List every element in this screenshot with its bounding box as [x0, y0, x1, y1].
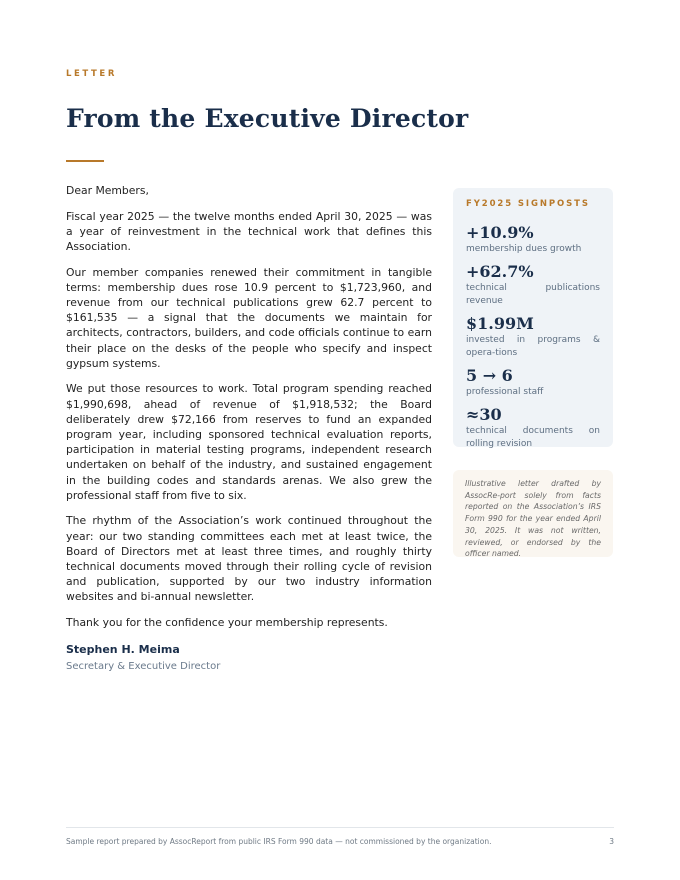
signpost-label: technical documents on rolling revision — [466, 426, 600, 449]
signpost-value: +10.9% — [466, 223, 534, 242]
signpost-label: technical publications revenue — [466, 283, 600, 306]
signature-role: Secretary & Executive Director — [66, 661, 221, 673]
signpost-value: 5 → 6 — [466, 366, 513, 385]
disclaimer-note: Illustrative letter drafted by AssocRe-port solely from facts reported on the Association’s IRS Form 990 for the year ended April 30, 2025. It was not written, reviewed, or endorsed by the officer named. — [453, 470, 613, 557]
letter-paragraph: Fiscal year 2025 — the twelve months ended April 30, 2025 — was a year of reinvestment in the technical work that defines this Association. — [66, 209, 432, 253]
signposts-panel — [453, 188, 613, 447]
signature-name: Stephen H. Meima — [66, 643, 180, 657]
signpost-item — [466, 223, 600, 256]
signpost-value: ≈30 — [466, 405, 502, 424]
page-title: From the Executive Director — [66, 104, 469, 133]
signpost-item — [466, 366, 600, 399]
section-eyebrow: LETTER — [66, 69, 117, 79]
signpost-value: +62.7% — [466, 262, 534, 281]
letter-greeting: Dear Members, — [66, 184, 149, 197]
signposts-title: FY2025 SIGNPOSTS — [466, 199, 590, 209]
footer-text: Sample report prepared by AssocReport from public IRS Form 990 data — not commissioned by the organization. — [66, 837, 492, 846]
signpost-label: membership dues growth — [466, 244, 582, 254]
letter-paragraph: We put those resources to work. Total program spending reached $1,990,698, ahead of revenue of $1,918,532; the Board deliberately drew $72,166 from reserves to fund an expanded program year, including sponsored technical evaluation reports, participation in material testing programs, independent research undertaken on behalf of the industry, and sustained engagement in the building codes and standards arenas. We also grew the professional staff from five to six. — [66, 382, 432, 502]
letter-paragraph: Our member companies renewed their commitment in tangible terms: membership dues rose 10.9 percent to $1,723,960, and revenue from our technical publications grew 62.7 percent to $161,535 — a signal that the documents we maintain for architects, contractors, builders, and code officials continue to earn their place on the desks of the people who specify and inspect gypsum systems. — [66, 265, 432, 370]
signpost-label: professional staff — [466, 387, 544, 397]
signpost-label: invested in programs & opera-tions — [466, 335, 600, 358]
letter-paragraph: Thank you for the confidence your membership represents. — [66, 616, 388, 630]
signpost-item — [466, 405, 600, 451]
letter-body — [66, 183, 432, 675]
letter-paragraph: The rhythm of the Association’s work continued throughout the year: our two standing committees each met at least twice, the Board of Directors met at least three times, and roughly thirty technical documents moved through their rolling cycle of revision and publication, supported by our two industry information websites and bi-annual newsletter. — [66, 514, 432, 604]
signpost-item — [466, 314, 600, 360]
signpost-value: $1.99M — [466, 314, 534, 333]
title-underline — [66, 160, 104, 162]
signpost-item — [466, 262, 600, 308]
page-number: 3 — [609, 837, 614, 846]
footer-divider — [66, 827, 614, 828]
